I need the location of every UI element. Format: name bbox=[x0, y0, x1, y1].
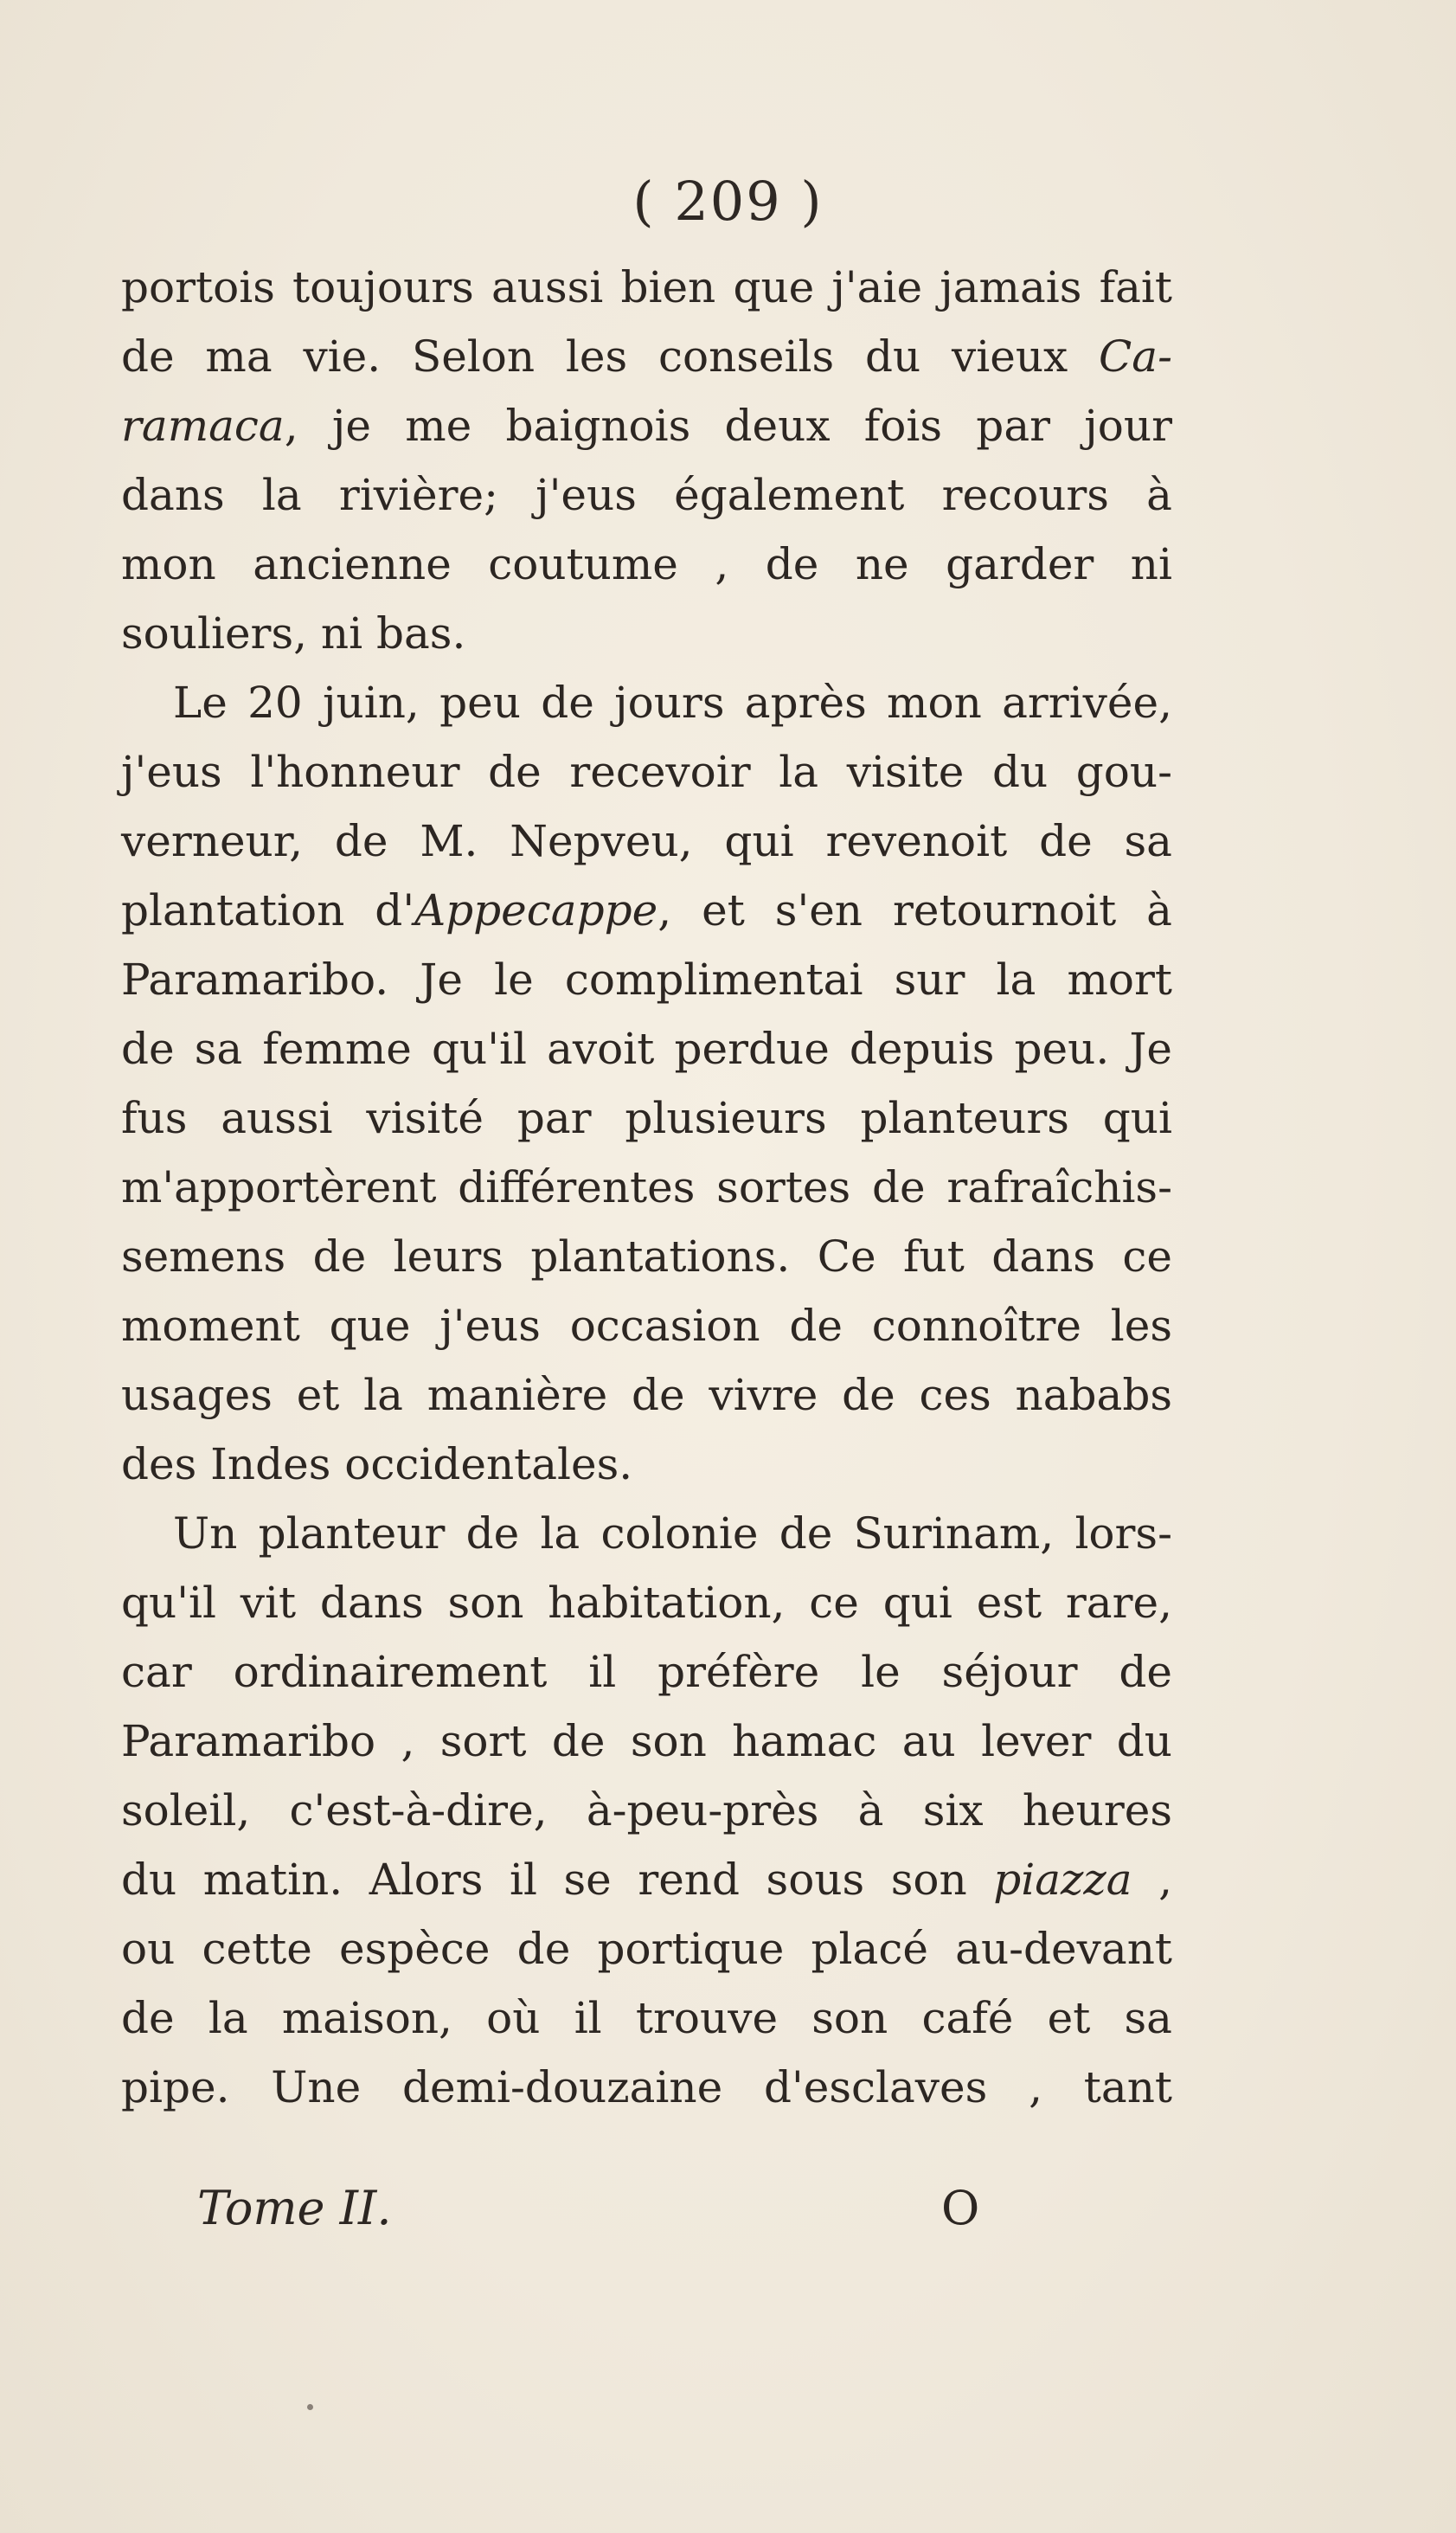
text-line: m'apportèrent différentes sortes de rafraîchis- bbox=[121, 1162, 1172, 1212]
text-line: semens de leurs plantations. Ce fut dans ce bbox=[121, 1231, 1172, 1282]
text-line: ramaca, je me baignois deux fois par jour bbox=[121, 401, 1172, 451]
text-line: portois toujours aussi bien que j'aie jamais fait bbox=[121, 262, 1172, 312]
text-line: des Indes occidentales. bbox=[121, 1439, 633, 1489]
text-line: verneur, de M. Nepveu, qui revenoit de sa bbox=[121, 816, 1172, 866]
text-line: Paramaribo. Je le complimentai sur la mort bbox=[121, 955, 1172, 1005]
text-line: ou cette espèce de portique placé au-devant bbox=[121, 1924, 1172, 1974]
text-line: j'eus l'honneur de recevoir la visite du gou- bbox=[121, 747, 1172, 797]
text-line: soleil, c'est-à-dire, à-peu-près à six heures bbox=[121, 1785, 1172, 1835]
text-line: fus aussi visité par plusieurs planteurs qui bbox=[121, 1093, 1172, 1143]
text-line: usages et la manière de vivre de ces nababs bbox=[121, 1370, 1172, 1420]
text-line: de la maison, où il trouve son café et sa bbox=[121, 1993, 1172, 2043]
text-line: Un planteur de la colonie de Surinam, lors- bbox=[173, 1508, 1172, 1559]
paper-speck bbox=[307, 2404, 313, 2410]
text-line: de sa femme qu'il avoit perdue depuis peu. Je bbox=[121, 1024, 1172, 1074]
text-line: Le 20 juin, peu de jours après mon arrivée, bbox=[173, 678, 1172, 728]
body-text bbox=[121, 253, 1172, 2122]
page-number-header: ( 209 ) bbox=[632, 170, 824, 233]
text-line: moment que j'eus occasion de connoître les bbox=[121, 1301, 1172, 1351]
text-line: mon ancienne coutume , de ne garder ni bbox=[121, 539, 1172, 589]
text-line: pipe. Une demi-douzaine d'esclaves , tant bbox=[121, 2062, 1172, 2112]
volume-label: Tome II. bbox=[197, 2181, 392, 2235]
text-line: de ma vie. Selon les conseils du vieux Ca- bbox=[121, 331, 1172, 382]
text-line: Paramaribo , sort de son hamac au lever du bbox=[121, 1716, 1172, 1766]
page-footer bbox=[197, 2181, 980, 2250]
text-line: car ordinairement il préfère le séjour de bbox=[121, 1647, 1172, 1697]
text-line: plantation d'Appecappe, et s'en retournoit à bbox=[121, 885, 1172, 935]
text-line: souliers, ni bas. bbox=[121, 608, 466, 659]
text-line: qu'il vit dans son habitation, ce qui est rare, bbox=[121, 1578, 1172, 1628]
signature-mark: O bbox=[941, 2181, 980, 2235]
text-line: du matin. Alors il se rend sous son piazza , bbox=[121, 1855, 1172, 1905]
text-line: dans la rivière; j'eus également recours à bbox=[121, 470, 1172, 520]
